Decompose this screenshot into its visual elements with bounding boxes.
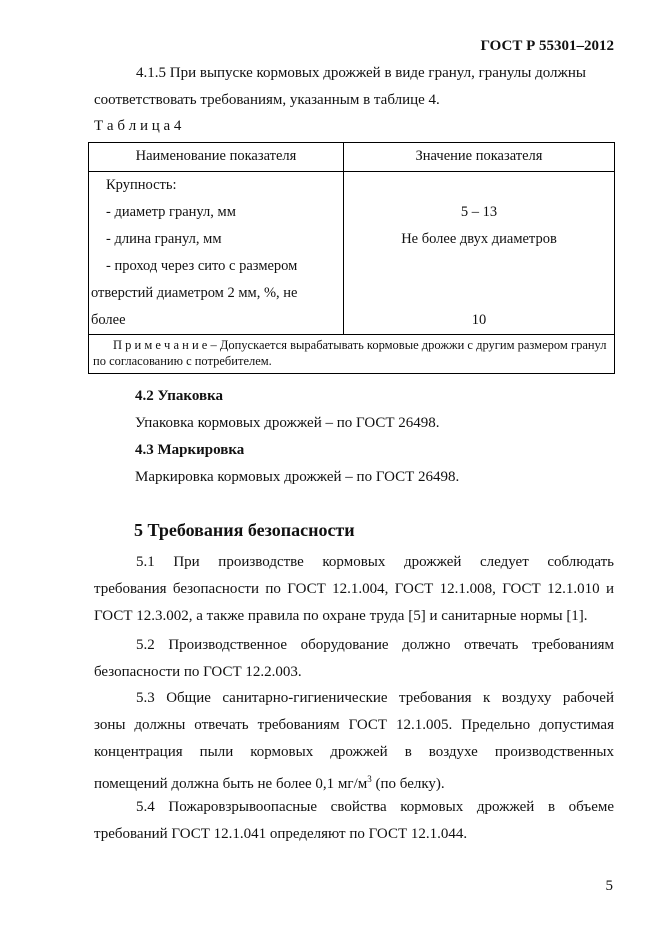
table-note (89, 335, 615, 374)
indicator-value: Не более двух диаметров (401, 231, 557, 247)
table-header-row (89, 143, 615, 172)
intro-line-2: соответствовать требованиям, указанным в таблице 4. (94, 92, 440, 108)
section-4-2-title: 4.2 Упаковка (135, 388, 224, 404)
intro-line-1: 4.1.5 При выпуске кормовых дрожжей в виде гранул, гранулы должны (136, 65, 586, 81)
indicator-names-cell (89, 172, 344, 335)
section-4-3-text: Маркировка кормовых дрожжей – по ГОСТ 26498. (135, 469, 460, 485)
indicator-name: отверстий диаметром 2 мм, %, не (91, 285, 298, 301)
table-body-row (89, 172, 615, 335)
superscript-3: 3 (367, 774, 372, 784)
section-5-title: 5 Требования безопасности (134, 520, 355, 540)
indicator-value (344, 280, 614, 307)
indicator-name: Крупность: (106, 177, 177, 193)
table-caption: Т а б л и ц а 4 (94, 118, 182, 134)
page-number: 5 (605, 878, 613, 894)
table-4 (88, 142, 615, 374)
section-4-2-text: Упаковка кормовых дрожжей – по ГОСТ 26498. (135, 415, 440, 431)
standard-header: ГОСТ Р 55301–2012 (480, 38, 614, 54)
indicator-value (344, 172, 614, 199)
table-note-row (89, 335, 615, 374)
para-5-4-line-1: 5.4 Пожаровзрывоопасные свойства кормовых дрожжей в объеме (136, 799, 614, 815)
para-5-2-line-1: 5.2 Производственное оборудование должно отвечать требованиям (136, 637, 614, 653)
indicator-values-cell (344, 172, 615, 335)
column-header-value: Значение показателя (344, 143, 615, 172)
para-5-4-line-2: требований ГОСТ 12.1.041 определяют по ГОСТ 12.1.044. (94, 826, 468, 842)
para-5-1-line-2: требования безопасности по ГОСТ 12.1.004, ГОСТ 12.1.008, ГОСТ 12.1.010 и (94, 581, 614, 597)
para-5-2-line-2: безопасности по ГОСТ 12.2.003. (94, 664, 302, 680)
para-5-3-line-1: 5.3 Общие санитарно-гигиенические требования к воздуху рабочей (136, 690, 614, 706)
indicator-name: - диаметр гранул, мм (106, 204, 236, 220)
para-5-1-line-3: ГОСТ 12.3.002, а также правила по охране труда [5] и санитарные нормы [1]. (94, 608, 588, 624)
para-5-3-line-3: концентрация пыли кормовых дрожжей в воздухе производственных (94, 744, 614, 760)
indicator-name: - проход через сито с размером (106, 258, 298, 274)
section-4-3-title: 4.3 Маркировка (135, 442, 245, 458)
column-header-name: Наименование показателя (89, 143, 344, 172)
para-5-3-line-4-tail: (по белку). (371, 776, 445, 792)
para-5-1-line-1: 5.1 При производстве кормовых дрожжей следует соблюдать (136, 554, 614, 570)
indicator-value: 5 – 13 (460, 204, 498, 220)
note-label: П р и м е ч а н и е (113, 338, 208, 352)
indicator-value: 10 (471, 312, 487, 328)
indicator-name: - длина гранул, мм (106, 231, 222, 247)
para-5-3-line-2: зоны должны отвечать требованиям ГОСТ 12.1.005. Предельно допустимая (94, 717, 614, 733)
indicator-name: более (91, 312, 126, 328)
para-5-3-line-4-text: помещений должна быть не более 0,1 мг/м (94, 776, 368, 792)
note-text: – Допускается вырабатывать кормовые дрожжи с другим размером гранул по согласованию с потребителем. (93, 338, 607, 368)
indicator-value (344, 253, 614, 280)
